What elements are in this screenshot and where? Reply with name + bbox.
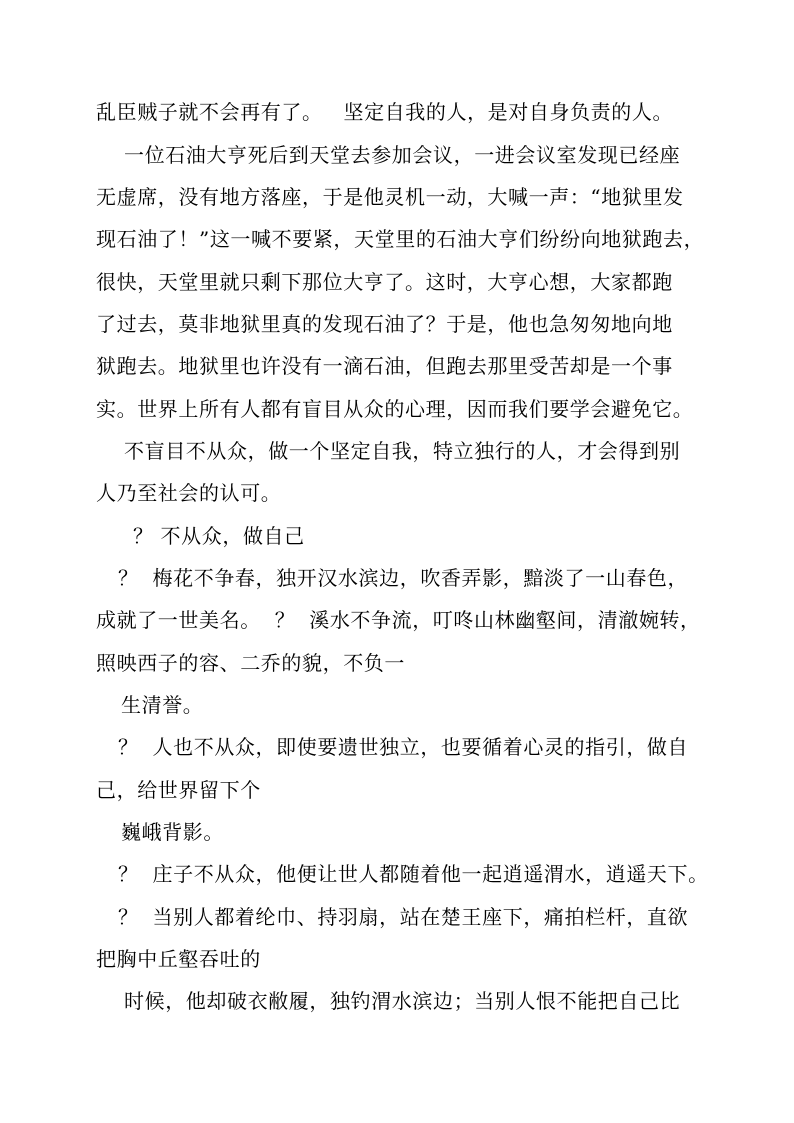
text-line-13: 成就了一世美名。 ？ 溪水不争流，叮咚山林幽壑间，清澈婉转，: [96, 608, 701, 632]
text-line-5: 很快，天堂里就只剩下那位大亨了。这时，大亨心想，大家都跑: [96, 270, 673, 294]
text-line-17: 己，给世界留下个: [96, 778, 261, 802]
text-line-3: 无虚席，没有地方落座，于是他灵机一动，大喊一声：“地狱里发: [96, 185, 684, 209]
section-heading: ？ 不从众，做自己: [133, 524, 305, 548]
text-line-9: 不盲目不从众，做一个坚定自我，特立独行的人，才会得到别: [124, 439, 681, 463]
text-line-19: ？ 庄子不从众，他便让世人都随着他一起逍遥渭水，逍遥天下。: [118, 862, 709, 886]
text-line-7: 狱跑去。地狱里也许没有一滴石油，但跑去那里受苦却是一个事: [96, 354, 673, 378]
text-line-1: 乱臣贼子就不会再有了。 坚定自我的人，是对自身负责的人。: [96, 100, 674, 124]
text-line-16: ？ 人也不从众，即使要遗世独立，也要循着心灵的指引，做自: [118, 735, 689, 759]
text-line-12: ？ 梅花不争春，独开汉水滨边，吹香弄影，黯淡了一山春色，: [118, 566, 689, 590]
text-line-18: 巍峨背影。: [121, 820, 224, 844]
text-line-2: 一位石油大亨死后到天堂去参加会议，一进会议室发现已经座: [124, 143, 681, 167]
text-line-10: 人乃至社会的认可。: [96, 481, 282, 505]
text-line-21: 把胸中丘壑吞吐的: [96, 947, 261, 971]
text-line-4: 现石油了！”这一喊不要紧，天堂里的石油大亨们纷纷向地狱跑去，: [96, 227, 705, 251]
text-line-6: 了过去，莫非地狱里真的发现石油了？于是，他也急匆匆地向地: [96, 312, 673, 336]
text-line-8: 实。世界上所有人都有盲目从众的心理，因而我们要学会避免它。: [96, 397, 694, 421]
text-line-22: 时候，他却破衣敝履，独钓渭水滨边；当别人恨不能把自己比: [124, 989, 681, 1013]
text-line-15: 生清誉。: [121, 693, 204, 717]
text-line-14: 照映西子的容、二乔的貌，不负一: [96, 651, 405, 675]
text-line-20: ？ 当别人都着纶巾、持羽扇，站在楚王座下，痛拍栏杆，直欲: [118, 905, 689, 929]
